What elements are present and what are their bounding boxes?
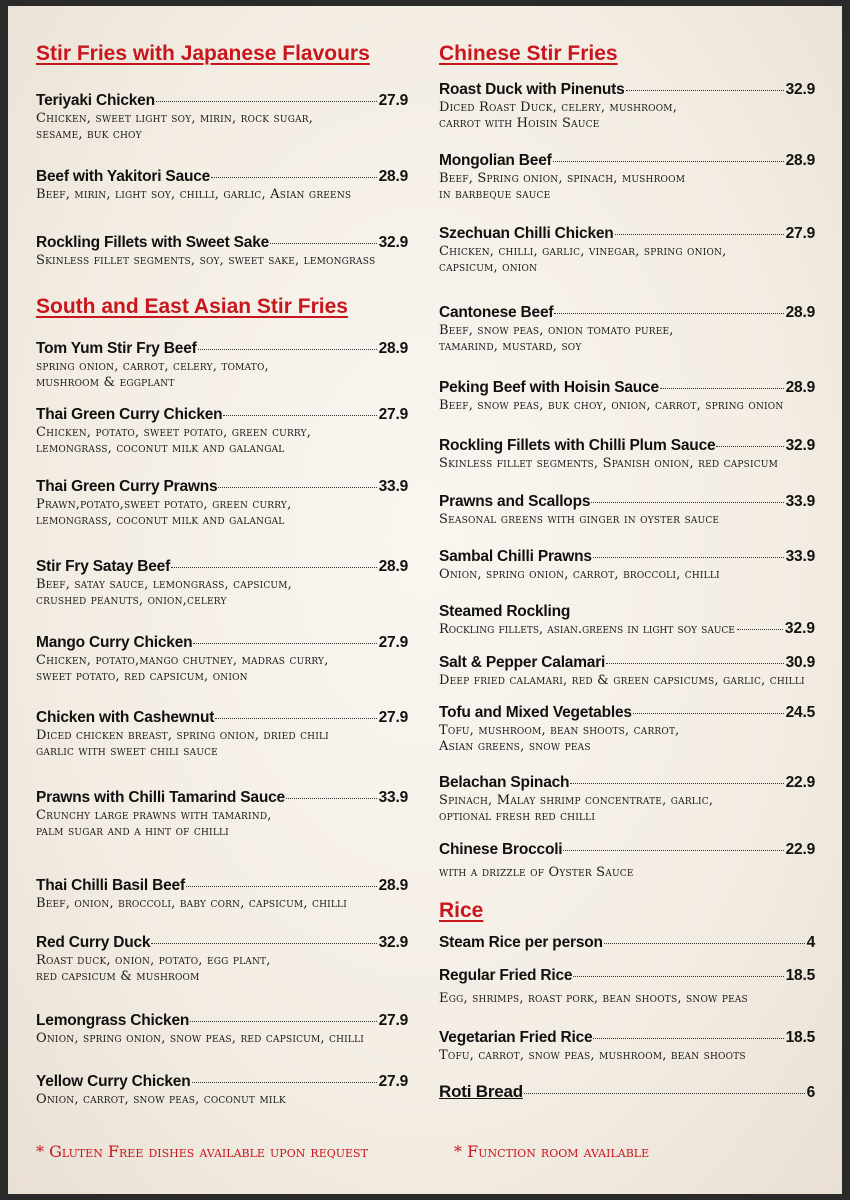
gluten-free-note: * Gluten Free dishes available upon request: [36, 1142, 368, 1161]
item-price: 28.9: [378, 340, 408, 357]
item-name: Peking Beef with Hoisin Sauce: [439, 379, 659, 396]
menu-item-rockling-plum: [439, 437, 815, 472]
item-name: Stir Fry Satay Beef: [36, 558, 171, 575]
item-description: Beef, mirin, light soy, chilli, garlic, Asian greens: [36, 187, 352, 202]
item-name: Vegetarian Fried Rice: [439, 1029, 593, 1046]
item-name: Sambal Chilli Prawns: [439, 548, 592, 565]
item-price: 27.9: [378, 1073, 408, 1090]
section-title-japanese: Stir Fries with Japanese Flavours: [36, 42, 370, 65]
menu-item-satay-beef: [36, 558, 408, 609]
item-name: Mango Curry Chicken: [36, 634, 193, 651]
section-title-rice: Rice: [439, 899, 484, 922]
item-price: 33.9: [785, 548, 815, 565]
item-description: Chicken, chilli, garlic, vinegar, spring onion, capsicum, onion: [439, 244, 727, 275]
item-description: Egg, shrimps, roast pork, bean shoots, snow peas: [439, 991, 748, 1006]
menu-item-roti-bread: [439, 1082, 815, 1102]
item-price: 27.9: [378, 1012, 408, 1029]
item-name: Prawns with Chilli Tamarind Sauce: [36, 789, 285, 806]
item-description: Prawn,potato,sweet potato, green curry, lemongrass, coconut milk and galangal: [36, 497, 292, 528]
item-description: Deep fried calamari, red & green capsicums, garlic, chilli: [439, 673, 805, 688]
item-price: 22.9: [785, 841, 815, 858]
menu-item-green-curry-prawns: [36, 478, 408, 529]
menu-item-yellow-curry-chicken: [36, 1073, 408, 1108]
item-name: Salt & Pepper Calamari: [439, 654, 606, 671]
item-price: 33.9: [378, 789, 408, 806]
item-price: 28.9: [785, 304, 815, 321]
item-name: Chinese Broccoli: [439, 841, 563, 858]
menu-item-beef-yakitori: [36, 168, 408, 203]
item-price: 28.9: [785, 379, 815, 396]
item-price: 28.9: [378, 558, 408, 575]
item-price: 4: [806, 934, 815, 951]
item-price: 32.9: [378, 934, 408, 951]
item-name: Thai Green Curry Chicken: [36, 406, 223, 423]
item-price: 18.5: [785, 967, 815, 984]
item-description: spring onion, carrot, celery, tomato, mushroom & eggplant: [36, 359, 269, 390]
item-description: Skinless fillet segments, Spanish onion, red capsicum: [439, 456, 779, 471]
item-name: Rockling Fillets with Chilli Plum Sauce: [439, 437, 716, 454]
section-title-chinese: Chinese Stir Fries: [439, 42, 618, 65]
item-price: 32.9: [784, 620, 815, 637]
item-description: Onion, spring onion, snow peas, red capsicum, chilli: [36, 1031, 365, 1046]
menu-item-rockling-sake: [36, 234, 408, 269]
menu-item-tom-yum-beef: [36, 340, 408, 391]
item-price: 32.9: [785, 81, 815, 98]
item-description: Crunchy large prawns with tamarind, palm sugar and a hint of chilli: [36, 808, 272, 839]
menu-item-regular-fried-rice: [439, 967, 815, 1007]
menu-item-cantonese-beef: [439, 304, 815, 355]
item-price: 28.9: [378, 168, 408, 185]
menu-item-peking-beef: [439, 379, 815, 414]
item-description: Skinless fillet segments, soy, sweet sake, lemongrass: [36, 253, 376, 268]
item-price: 27.9: [378, 92, 408, 109]
item-name: Mongolian Beef: [439, 152, 552, 169]
menu-item-prawns-scallops: [439, 493, 815, 528]
item-description: Beef, Spring onion, spinach, mushroom in barbeque sauce: [439, 171, 686, 202]
menu-item-steam-rice: [439, 934, 815, 952]
menu-item-salt-pepper-calamari: [439, 654, 815, 689]
item-name: Steam Rice per person: [439, 934, 603, 951]
item-name: Thai Green Curry Prawns: [36, 478, 218, 495]
menu-item-prawns-tamarind: [36, 789, 408, 840]
item-price: 18.5: [785, 1029, 815, 1046]
item-name: Roti Bread: [439, 1082, 523, 1101]
item-name: Tofu and Mixed Vegetables: [439, 704, 632, 721]
section-title-south-east-asian: South and East Asian Stir Fries: [36, 295, 348, 318]
item-name: Beef with Yakitori Sauce: [36, 168, 211, 185]
item-name: Szechuan Chilli Chicken: [439, 225, 614, 242]
item-price: 32.9: [785, 437, 815, 454]
item-price: 24.5: [785, 704, 815, 721]
menu-item-chinese-broccoli: [439, 841, 815, 881]
item-name: Thai Chilli Basil Beef: [36, 877, 185, 894]
menu-item-teriyaki-chicken: [36, 92, 408, 143]
item-name: Yellow Curry Chicken: [36, 1073, 191, 1090]
item-name: Steamed Rockling: [439, 603, 571, 620]
menu-page: [8, 6, 842, 1194]
menu-item-belachan-spinach: [439, 774, 815, 825]
item-price: 33.9: [378, 478, 408, 495]
menu-item-mango-curry-chicken: [36, 634, 408, 685]
item-description: Beef, onion, broccoli, baby corn, capsicum, chilli: [36, 896, 347, 911]
menu-item-steamed-rockling: [439, 603, 815, 638]
menu-item-szechuan-chicken: [439, 225, 815, 276]
item-price: 27.9: [378, 709, 408, 726]
item-name: Chicken with Cashewnut: [36, 709, 215, 726]
item-name: Regular Fried Rice: [439, 967, 573, 984]
menu-item-roast-duck-pinenuts: [439, 81, 815, 132]
menu-item-red-curry-duck: [36, 934, 408, 985]
item-price: 33.9: [785, 493, 815, 510]
item-price: 28.9: [378, 877, 408, 894]
item-description: Diced chicken breast, spring onion, dried chili garlic with sweet chili sauce: [36, 728, 329, 759]
item-price: 22.9: [785, 774, 815, 791]
item-description: Tofu, carrot, snow peas, mushroom, bean shoots: [439, 1048, 746, 1063]
item-description: Beef, snow peas, onion tomato puree, tamarind, mustard, soy: [439, 323, 674, 354]
item-name: Teriyaki Chicken: [36, 92, 155, 109]
item-price: 28.9: [785, 152, 815, 169]
item-description: Chicken, sweet light soy, mirin, rock sugar, sesame, buk choy: [36, 111, 314, 142]
item-price: 27.9: [378, 406, 408, 423]
item-description: Tofu, mushroom, bean shoots, carrot, Asian greens, snow peas: [439, 723, 680, 754]
menu-item-lemongrass-chicken: [36, 1012, 408, 1047]
item-description: Onion, spring onion, carrot, broccoli, chilli: [439, 567, 720, 582]
item-description: with a drizzle of Oyster Sauce: [439, 865, 634, 880]
menu-item-green-curry-chicken: [36, 406, 408, 457]
item-name: Prawns and Scallops: [439, 493, 591, 510]
item-price: 6: [806, 1084, 815, 1101]
item-description: Roast duck, onion, potato, egg plant, red capsicum & mushroom: [36, 953, 271, 984]
item-description: Beef, satay sauce, lemongrass, capsicum, crushed peanuts, onion,celery: [36, 577, 292, 608]
function-room-note: * Function room available: [454, 1142, 650, 1161]
item-description: Chicken, potato,mango chutney, madras curry, sweet potato, red capsicum, onion: [36, 653, 329, 684]
item-name: Belachan Spinach: [439, 774, 570, 791]
menu-item-chicken-cashewnut: [36, 709, 408, 760]
item-name: Lemongrass Chicken: [36, 1012, 190, 1029]
item-price: 27.9: [785, 225, 815, 242]
item-name: Rockling Fillets with Sweet Sake: [36, 234, 270, 251]
item-name: Cantonese Beef: [439, 304, 554, 321]
item-description: Onion, carrot, snow peas, coconut milk: [36, 1092, 286, 1107]
menu-item-thai-basil-beef: [36, 877, 408, 912]
item-price: 30.9: [785, 654, 815, 671]
menu-item-vegetarian-fried-rice: [439, 1029, 815, 1064]
item-price: 27.9: [378, 634, 408, 651]
item-description: Rockling fillets, asian.greens in light soy sauce 32.9: [439, 620, 815, 637]
item-price: 32.9: [378, 234, 408, 251]
item-description: Beef, snow peas, buk choy, onion, carrot, spring onion: [439, 398, 784, 413]
menu-item-sambal-prawns: [439, 548, 815, 583]
item-name: Roast Duck with Pinenuts: [439, 81, 625, 98]
menu-item-tofu-vegetables: [439, 704, 815, 755]
item-description: Chicken, potato, sweet potato, green curry, lemongrass, coconut milk and galangal: [36, 425, 312, 456]
item-name: Tom Yum Stir Fry Beef: [36, 340, 197, 357]
item-description: Seasonal greens with ginger in oyster sauce: [439, 512, 720, 527]
item-name: Red Curry Duck: [36, 934, 151, 951]
menu-item-mongolian-beef: [439, 152, 815, 203]
item-description: Spinach, Malay shrimp concentrate, garlic, optional fresh red chilli: [439, 793, 714, 824]
item-description: Diced Roast Duck, celery, mushroom, carrot with Hoisin Sauce: [439, 100, 678, 131]
